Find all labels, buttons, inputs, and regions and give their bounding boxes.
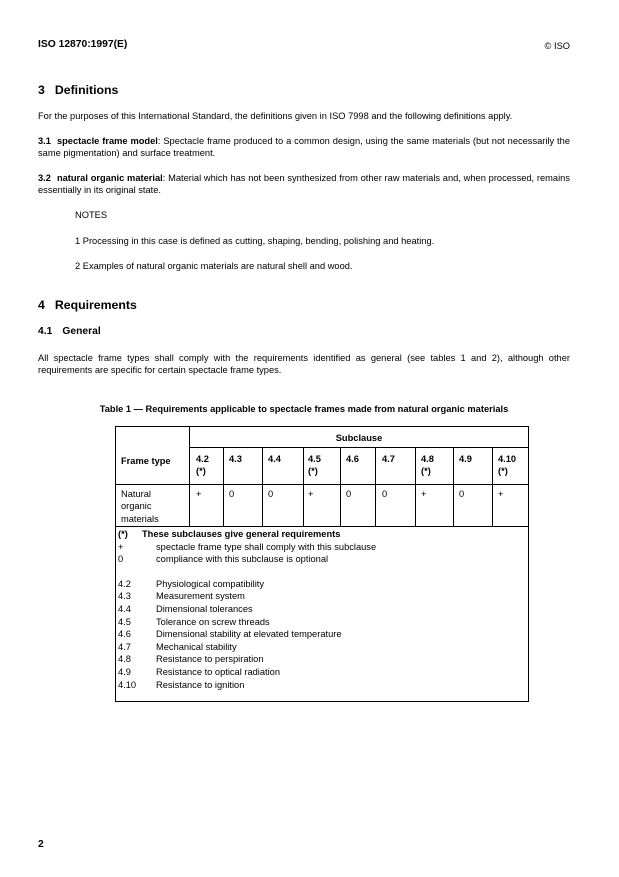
section-number: 4 [38, 298, 45, 312]
section-title: Requirements [54, 298, 137, 312]
definition-term: natural organic material [56, 173, 163, 183]
table-rule [262, 447, 263, 526]
section-4-1-text: All spectacle frame types shall comply with the requirements identified as general (see tables 1 and 2), although other requirements are specific for certain spectacle frame types. [38, 353, 570, 376]
legend-row: 0 compliance with this subclause is optional [118, 554, 329, 565]
column-header: 4.7 [382, 454, 395, 464]
section-4-heading [38, 297, 137, 313]
legend-row: + spectacle frame type shall comply with this subclause [118, 541, 377, 552]
definition-3-1 [38, 135, 570, 160]
table-legend [118, 528, 518, 691]
cell-value: 0 [229, 489, 235, 499]
legend-row: 4.10 Resistance to ignition [118, 679, 245, 690]
table-rule [453, 447, 454, 526]
table-rule [415, 447, 416, 526]
note-1: 1 Processing in this case is defined as cutting, shaping, bending, polishing and heating. [75, 236, 435, 246]
definition-3-2 [38, 172, 570, 197]
table-rule [340, 447, 341, 526]
cell-value: + [308, 489, 314, 499]
definition-text: : Material which has not been synthesized from other raw materials and, when processed, remains essentially in its original state. [38, 173, 570, 196]
table-rule [303, 447, 304, 526]
table-rule [116, 484, 528, 485]
copyright-notice: © ISO [544, 41, 570, 51]
table-rule [492, 447, 493, 526]
section-title: Definitions [54, 83, 119, 97]
definition-term: spectacle frame model [56, 136, 158, 146]
document-id: ISO 12870:1997(E) [38, 39, 128, 50]
cell-value: + [196, 489, 202, 499]
cell-value: 0 [382, 489, 388, 499]
subsection-number: 4.1 [38, 326, 53, 337]
legend-row: 4.6 Dimensional stability at elevated temperature [118, 629, 342, 640]
legend-row: 4.9 Resistance to optical radiation [118, 666, 281, 677]
table-rule [223, 447, 224, 526]
table-1 [115, 426, 529, 702]
legend-row: 4.3 Measurement system [118, 591, 245, 602]
cell-value: 0 [268, 489, 274, 499]
subclause-header: Subclause [335, 433, 383, 443]
column-header: 4.5 (*) [308, 454, 321, 477]
subsection-title: General [62, 326, 101, 337]
column-header: 4.8 (*) [421, 454, 434, 477]
legend-row: 4.8 Resistance to perspiration [118, 654, 264, 665]
row-label: Natural organic materials [121, 489, 159, 524]
legend-row: 4.4 Dimensional tolerances [118, 603, 253, 614]
column-header: 4.9 [459, 454, 472, 464]
column-header: 4.10 (*) [498, 454, 517, 477]
cell-value: + [498, 489, 504, 499]
frame-type-header: Frame type [121, 456, 171, 466]
section-number: 3 [38, 83, 45, 97]
definition-text: : Spectacle frame produced to a common design, using the same materials (but not necessarily the same pigmentation) and surface treatment. [38, 136, 570, 159]
section-3-heading [38, 82, 118, 98]
definition-number: 3.2 [38, 173, 51, 183]
cell-value: + [421, 489, 427, 499]
table-rule [116, 526, 528, 527]
column-header: 4.2 (*) [196, 454, 209, 477]
page-number: 2 [38, 839, 44, 850]
cell-value: 0 [346, 489, 352, 499]
column-header: 4.4 [268, 454, 281, 464]
table-rule [375, 447, 376, 526]
cell-value: 0 [459, 489, 465, 499]
legend-row: 4.7 Mechanical stability [118, 641, 237, 652]
note-2: 2 Examples of natural organic materials are natural shell and wood. [75, 261, 353, 271]
subsection-4-1-heading [38, 325, 101, 339]
notes-label: NOTES [75, 210, 108, 220]
legend-row: (*) These subclauses give general requirements [118, 529, 341, 539]
column-header: 4.6 [346, 454, 359, 464]
legend-row: 4.5 Tolerance on screw threads [118, 616, 270, 627]
column-header: 4.3 [229, 454, 242, 464]
table-1-caption: Table 1 — Requirements applicable to spectacle frames made from natural organic materials [99, 404, 509, 414]
definition-number: 3.1 [38, 136, 51, 146]
legend-row: 4.2 Physiological compatibility [118, 578, 264, 589]
section-3-intro: For the purposes of this International Standard, the definitions given in ISO 7998 and the following definitions apply. [38, 111, 513, 121]
table-rule [189, 447, 528, 448]
